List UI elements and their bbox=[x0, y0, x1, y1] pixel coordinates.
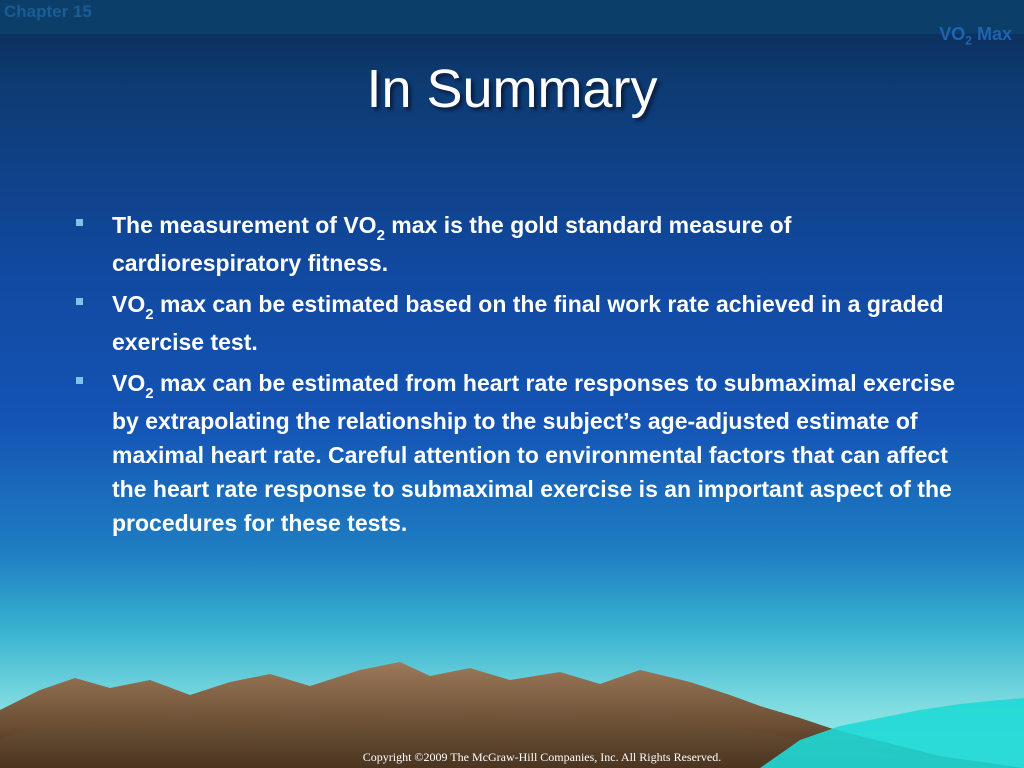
bullet-subscript: 2 bbox=[145, 385, 154, 402]
section-subscript: 2 bbox=[965, 33, 972, 48]
copyright-notice: Copyright ©2009 The McGraw-Hill Companies, Inc. All Rights Reserved. bbox=[362, 750, 722, 764]
slide-title: In Summary bbox=[366, 59, 658, 119]
section-suffix: Max bbox=[971, 24, 1012, 44]
mountain-landscape bbox=[0, 640, 1024, 768]
bullet-subscript: 2 bbox=[376, 227, 385, 244]
bullet-text-post: max can be estimated from heart rate responses to submaximal exercise by extrapolating the relationship to the subject’s age-adjusted estimate of maximal heart rate. Careful attention to environmental factors that can affect the heart rate response to submaximal exercise is an important aspect of the procedures for these tests. bbox=[112, 370, 956, 536]
section-prefix: VO bbox=[939, 24, 966, 44]
square-bullet-icon bbox=[76, 377, 83, 384]
section-label bbox=[939, 24, 1012, 48]
square-bullet-icon bbox=[76, 219, 83, 226]
bullet-item bbox=[72, 208, 972, 280]
header-bar bbox=[0, 0, 1024, 34]
bullet-text-post: max can be estimated based on the final work rate achieved in a graded exercise test. bbox=[112, 291, 944, 355]
bullet-text-pre: The measurement of VO bbox=[112, 212, 377, 238]
square-bullet-icon bbox=[76, 298, 83, 305]
bullet-text-pre: VO bbox=[112, 370, 146, 396]
bullet-text-post: max is the gold standard measure of cardiorespiratory fitness. bbox=[112, 212, 792, 276]
bullet-list bbox=[72, 208, 972, 547]
chapter-label: Chapter 15 bbox=[4, 2, 92, 21]
bullet-subscript: 2 bbox=[145, 306, 154, 323]
bullet-text-pre: VO bbox=[112, 291, 146, 317]
bullet-item bbox=[72, 287, 972, 359]
bullet-item bbox=[72, 366, 972, 540]
